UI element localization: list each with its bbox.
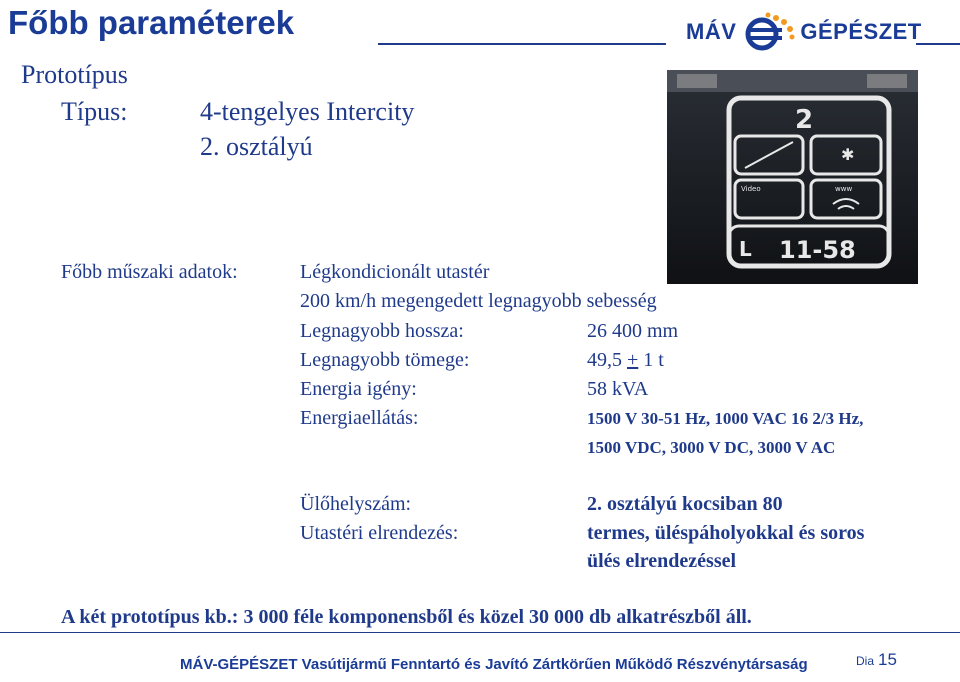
spec-layout-value-line2: ülés elrendezéssel <box>587 550 737 572</box>
type-value-line2: 2. osztályú <box>200 132 313 161</box>
spec-supply-value-line1: 1500 V 30-51 Hz, 1000 VAC 16 2/3 Hz, <box>587 409 864 428</box>
mass-value-post: 1 t <box>638 349 664 371</box>
video-label: Video <box>741 185 761 193</box>
logo-emblem-icon <box>740 10 796 54</box>
mav-gepeszet-logo <box>686 10 922 54</box>
footer-divider <box>0 632 960 633</box>
header-divider-right <box>916 43 960 45</box>
spec-energy-value: 58 kVA <box>587 378 649 400</box>
spec-layout-label: Utastéri elrendezés: <box>300 522 459 544</box>
header-divider <box>378 43 666 45</box>
www-label: www <box>835 185 853 193</box>
type-label: Típus: <box>61 97 128 126</box>
mass-value-pre: 49,5 <box>587 349 627 371</box>
spec-energy-label: Energia igény: <box>300 378 417 400</box>
spec-supply-label: Energiaellátás: <box>300 407 419 429</box>
spec-mass-value <box>587 349 664 372</box>
spec-supply-value-line2: 1500 VDC, 3000 V DC, 3000 V AC <box>587 438 836 457</box>
spec-seats-label: Ülőhelyszám: <box>300 493 412 515</box>
spec-length-label: Legnagyobb hossza: <box>300 320 464 342</box>
spec-speed: 200 km/h megengedett legnagyobb sebesség <box>300 290 657 312</box>
seat-sign-photo <box>667 70 918 284</box>
summary-text: A két prototípus kb.: 3 000 féle komponensből és közel 30 000 db alkatrészből áll. <box>61 606 752 628</box>
slide-label: Dia <box>856 654 875 668</box>
spec-length-value: 26 400 mm <box>587 320 679 342</box>
svg-text:L: L <box>739 237 752 261</box>
svg-text:✱: ✱ <box>841 145 855 164</box>
slide-number-block <box>856 650 897 670</box>
logo-text-right: GÉPÉSZET <box>800 19 922 44</box>
spec-layout-value-line1: termes, üléspáholyokkal és soros <box>587 522 865 544</box>
spec-seats-value: 2. osztályú kocsiban 80 <box>587 493 783 515</box>
spec-aircon: Légkondicionált utastér <box>300 261 490 283</box>
sign-top-digit: 2 <box>795 105 814 135</box>
footer-company: MÁV-GÉPÉSZET Vasútijármű Fenntartó és Javító Zártkörűen Működő Részvénytársaság <box>180 656 808 673</box>
spec-mass-label: Legnagyobb tömege: <box>300 349 470 371</box>
prototype-heading: Prototípus <box>21 60 128 89</box>
logo-text-left: MÁV <box>686 19 737 44</box>
type-value-line1: 4-tengelyes Intercity <box>200 97 415 126</box>
page-title: Főbb paraméterek <box>8 4 295 41</box>
specs-label: Főbb műszaki adatok: <box>61 261 238 283</box>
seat-sign-illustration <box>667 70 918 284</box>
sign-number: 11-58 <box>779 236 856 264</box>
mass-value-pm: + <box>627 349 639 371</box>
slide-number: 15 <box>878 650 897 669</box>
